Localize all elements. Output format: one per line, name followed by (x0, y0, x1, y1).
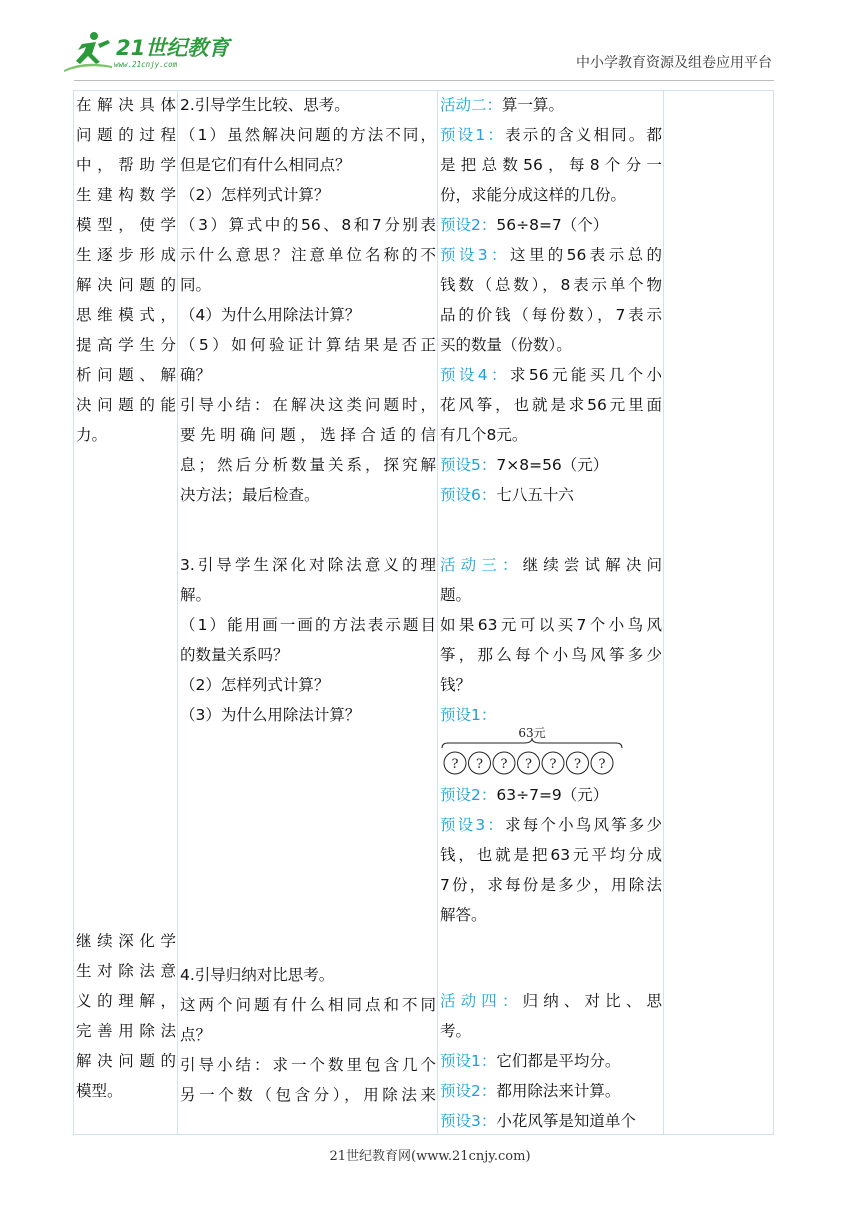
text-line: 解决问题的 (76, 1052, 176, 1070)
preset-2: 预设2：56÷8=7（个） (440, 216, 609, 234)
preset-1: 预设1： (440, 706, 497, 724)
text-line: 模型，使学 (76, 216, 176, 234)
unknown-part-label: ? (574, 757, 581, 772)
text-line: 解。 (180, 586, 212, 604)
preset-1: 预设1：表示的含义相同。都 (440, 126, 662, 144)
text-line: 力。 (76, 426, 108, 444)
site-logo (64, 30, 234, 74)
text-line: 解答。 (440, 906, 487, 924)
text-line: 品的价钱（每份数），7表示 (440, 306, 662, 324)
logo-url-text: www.21cnjy.com (114, 60, 178, 69)
text-line: （5）如何验证计算结果是否正 (180, 336, 436, 354)
text-line: 但是它们有什么相同点？ (180, 156, 351, 174)
preset-6: 预设6：七八五十六 (440, 486, 574, 504)
preset-2: 预设2：都用除法来计算。 (440, 1082, 621, 1100)
activity-four: 活动四：归纳、对比、思 (440, 992, 662, 1010)
text-line: 的数量关系吗？ (180, 646, 289, 664)
text-line: 继续深化学 (76, 932, 176, 950)
text-line: 同。 (180, 276, 212, 294)
text-line: 模型。 (76, 1082, 123, 1100)
column-divider (177, 90, 178, 1135)
unknown-part-label: ? (500, 757, 508, 772)
text-line: 完善用除法 (76, 1022, 176, 1040)
text-line: 决问题的能 (76, 396, 176, 414)
preset-3: 预设3：求每个小鸟风筝多少 (440, 816, 662, 834)
text-line: 问题的过程 (76, 126, 176, 144)
text-line: 析问题、解 (76, 366, 176, 384)
text-line: 确？ (180, 366, 212, 384)
text-line: （2）怎样列式计算？ (180, 186, 330, 204)
text-line: 买的数量（份数）。 (440, 336, 572, 354)
division-diagram (440, 720, 630, 780)
text-line: 是把总数56，每8个分一 (440, 156, 662, 174)
unknown-part-label: ? (476, 757, 483, 772)
text-line: 花风筝，也就是求56元里面 (440, 396, 662, 414)
preset-3: 预设3：这里的56表示总的 (440, 246, 662, 264)
text-line: 解决问题的 (76, 276, 176, 294)
text-line: （4）为什么用除法计算？ (180, 306, 361, 324)
page-header (0, 0, 860, 90)
text-line: 义的理解， (76, 992, 176, 1010)
text-line: 题。 (440, 586, 472, 604)
text-line: 考。 (440, 1022, 472, 1040)
text-line: 在解决具体 (76, 96, 176, 114)
text-line: 如果63元可以买7个小鸟风 (440, 616, 662, 634)
text-line: 中，帮助学 (76, 156, 176, 174)
preset-1: 预设1：它们都是平均分。 (440, 1052, 621, 1070)
section-heading: 4.引导归纳对比思考。 (180, 966, 335, 984)
text-line: 示什么意思？注意单位名称的不 (180, 246, 436, 264)
text-line: 有几个8元。 (440, 426, 528, 444)
logo-brand-text: 21世纪教育 (116, 36, 230, 60)
column-divider (437, 90, 438, 1135)
preset-2: 预设2：63÷7=9（元） (440, 786, 609, 804)
text-line: （3）算式中的56、8和7分别表 (180, 216, 436, 234)
activity-three: 活动三：继续尝试解决问 (440, 556, 662, 574)
activity-two: 活动二：算一算。 (440, 96, 565, 114)
text-line: （1）虽然解决问题的方法不同， (180, 126, 436, 144)
unknown-part-label: ? (525, 757, 532, 772)
text-line: 要先明确问题，选择合适的信 (180, 426, 436, 444)
text-line: 7份，求每份是多少，用除法 (440, 876, 662, 894)
text-line: 这两个问题有什么相同点和不同 (180, 996, 436, 1014)
header-divider (74, 80, 774, 81)
runner-icon (64, 30, 114, 74)
text-line: （2）怎样列式计算？ (180, 676, 330, 694)
text-line: 提高学生分 (76, 336, 176, 354)
text-line: 点？ (180, 1026, 212, 1044)
activity-label: 活动二： (440, 96, 503, 114)
text-line: 钱数（总数），8表示单个物 (440, 276, 662, 294)
column-divider (663, 90, 664, 1135)
text-line: 决方法；最后检查。 (180, 486, 320, 504)
unknown-part-label: ? (549, 757, 557, 772)
text-line: 钱，也就是把63元平均分成 (440, 846, 662, 864)
brace-icon (442, 738, 622, 748)
unknown-part-label: ? (598, 757, 606, 772)
preset-5: 预设5：7×8=56（元） (440, 456, 609, 474)
text-line: 生逐步形成 (76, 246, 176, 264)
text-line: 份，求能分成这样的几份。 (440, 186, 627, 204)
text-line: 钱？ (440, 676, 472, 694)
section-heading: 3.引导学生深化对除法意义的理 (180, 556, 436, 574)
text-line: 引导小结：在解决这类问题时， (180, 396, 436, 414)
unknown-part-label: ? (451, 757, 459, 772)
text-line: 另一个数（包含分），用除法来 (180, 1086, 436, 1104)
text-line: 生建构数学 (76, 186, 176, 204)
page-footer: 21世纪教育网(www.21cnjy.com) (329, 1149, 531, 1164)
text-line: 引导小结：求一个数里包含几个 (180, 1056, 436, 1074)
text-line: （3）为什么用除法计算？ (180, 706, 361, 724)
preset-3: 预设3：小花风筝是知道单个 (440, 1112, 636, 1130)
preset-4: 预设4：求56元能买几个小 (440, 366, 662, 384)
text-line: 息；然后分析数量关系，探究解 (180, 456, 436, 474)
figure-total-label: 63元 (518, 726, 546, 740)
text-line: 思维模式， (76, 306, 176, 324)
brace-circles-figure (440, 720, 630, 780)
text-line: 生对除法意 (76, 962, 176, 980)
text-line: 筝，那么每个小鸟风筝多少 (440, 646, 662, 664)
section-heading: 2.引导学生比较、思考。 (180, 96, 350, 114)
platform-name: 中小学教育资源及组卷应用平台 (576, 55, 772, 71)
text-line: （1）能用画一画的方法表示题目 (180, 616, 436, 634)
